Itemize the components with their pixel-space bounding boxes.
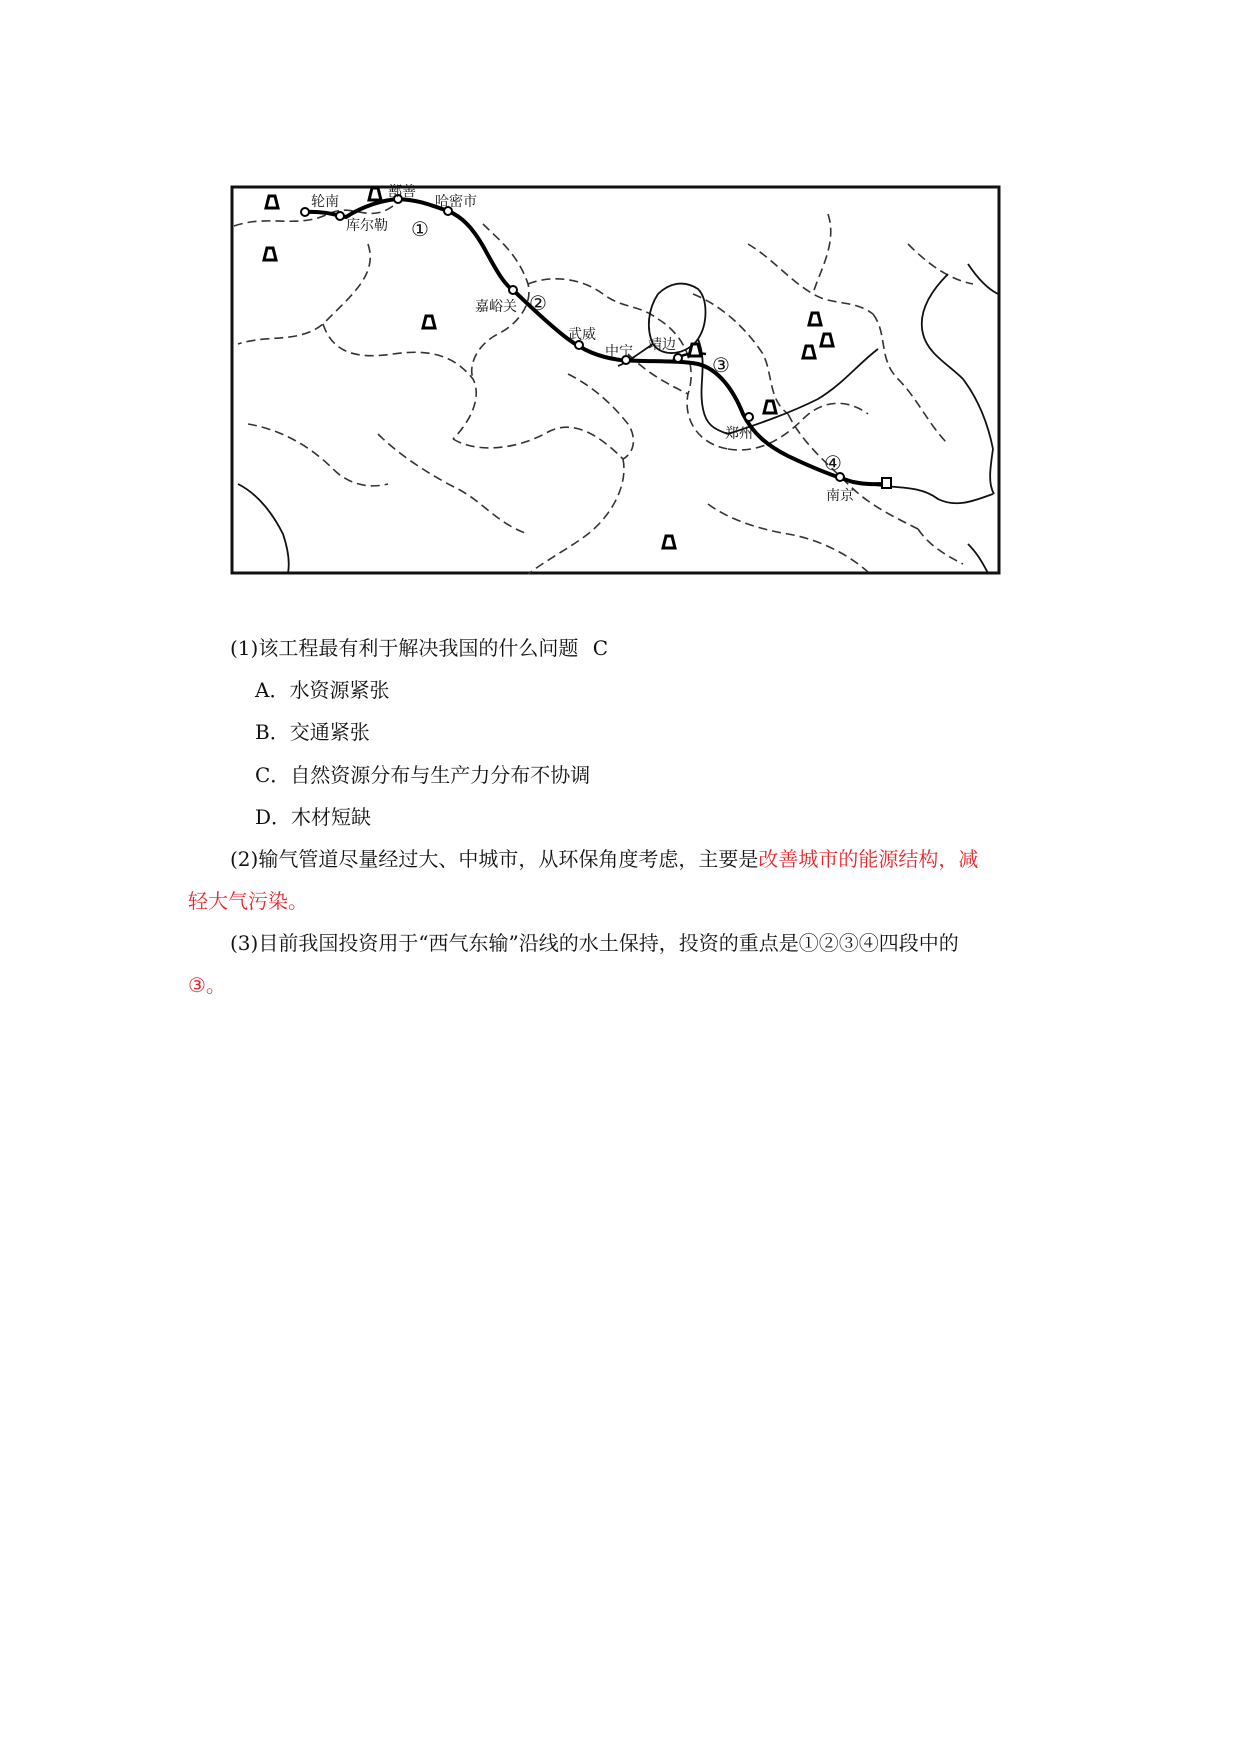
q2-stem: (2)输气管道尽量经过大、中城市，从环保角度考虑，主要是: [230, 847, 759, 871]
gas-field-icon: [689, 344, 701, 356]
city-label-nanjing: 南京: [826, 488, 854, 504]
city-dot-jiayuguan: [509, 286, 517, 294]
gas-field-icon: [266, 196, 278, 208]
city-dot-jingbian: [674, 354, 682, 362]
city-label-hami: 哈密市: [435, 194, 477, 210]
map-frame: [232, 187, 999, 573]
gas-field-icon: [663, 536, 675, 548]
segment-label-1: ①: [411, 217, 429, 241]
pipeline-map: [228, 184, 1003, 577]
gas-pipeline: [305, 199, 888, 484]
q1-stem: (1)该工程最有利于解决我国的什么问题: [230, 636, 579, 660]
gas-field-icon: [369, 188, 381, 200]
gas-field-icons: [264, 188, 833, 548]
gas-field-icon: [803, 346, 815, 358]
q1-option-d: D．木材短缺: [255, 805, 372, 829]
gas-field-icon: [821, 334, 833, 346]
q2-stem-line: [230, 846, 978, 872]
city-label-zhongning: 中宁: [605, 344, 633, 360]
map-rivers: [238, 264, 998, 573]
q2-answer-part2: 轻大气污染。: [188, 889, 308, 913]
map-svg: [228, 184, 1003, 577]
q3-stem: (3)目前我国投资用于“西气东输”沿线的水土保持，投资的重点是①②③④四段中的: [230, 931, 959, 955]
city-label-korla: 库尔勒: [346, 218, 388, 234]
q1-option-a: A．水资源紧张: [255, 678, 390, 702]
city-dot-terminus: [882, 478, 891, 488]
city-dot-lunnan: [301, 208, 309, 216]
q1-answer: C: [592, 636, 609, 660]
q1-stem-line: [230, 635, 608, 661]
city-label-lunnan: 轮南: [311, 194, 339, 210]
q3-answer: ③。: [188, 973, 226, 997]
city-label-jiayuguan: 嘉峪关: [475, 299, 517, 315]
city-label-zhengzhou: 郑州: [725, 426, 753, 442]
gas-field-icon: [764, 401, 776, 413]
city-label-jingbian: 靖边: [648, 337, 676, 353]
segment-label-3: ③: [712, 353, 730, 377]
q1-option-b: B．交通紧张: [255, 720, 370, 744]
city-label-wuwei: 武威: [568, 327, 596, 343]
gas-field-icon: [264, 248, 276, 260]
city-dot-zhengzhou: [745, 413, 753, 421]
segment-label-2: ②: [529, 291, 547, 315]
city-dot-korla: [336, 212, 344, 220]
q2-answer-part1: 改善城市的能源结构，减: [758, 847, 979, 871]
gas-field-icon: [809, 313, 821, 325]
map-borders: [234, 206, 973, 574]
city-label-shanshan: 鄯善: [388, 184, 416, 200]
q1-option-c: C．自然资源分布与生产力分布不协调: [255, 763, 591, 787]
gas-field-icon: [423, 316, 435, 328]
segment-label-4: ④: [824, 451, 842, 475]
